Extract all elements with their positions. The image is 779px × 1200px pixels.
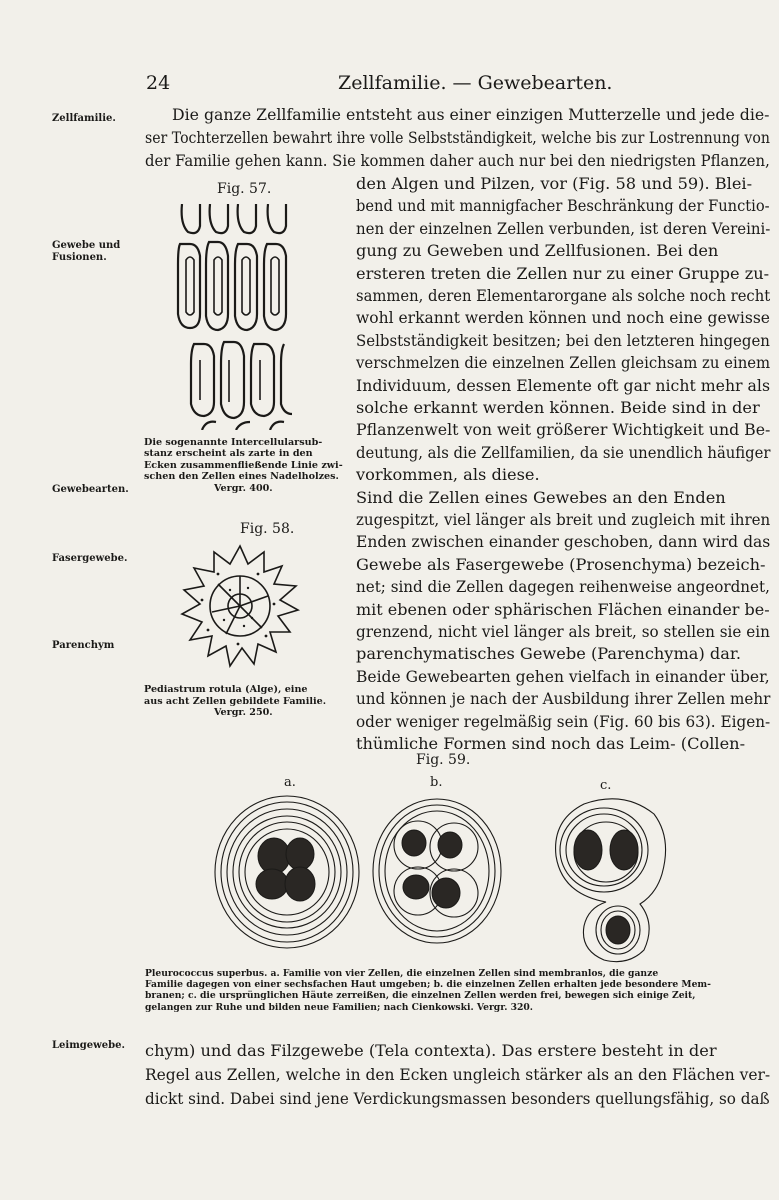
caption-line: aus acht Zellen gebildete Familie. [144,695,327,707]
body-line: den Algen und Pilzen, vor (Fig. 58 und 59). Blei- [356,174,753,193]
body-line: chym) und das Filzgewebe (Tela contexta). Das erstere besteht in der [145,1041,717,1060]
fig57-title: Fig. 57. [217,181,272,197]
body-line: Enden zwischen einander geschoben, dann wird das [356,532,771,552]
body-line: grenzend, nicht viel länger als breit, so stellen sie ein [356,622,770,641]
body-line: zugespitzt, viel länger als breit und zugleich mit ihren [356,510,771,529]
fig59a-cell-family-illustration [212,792,362,952]
caption-line: Pleurococcus superbus. a. Familie von vier Zellen, die einzelnen Zellen sind membranlos, die ganze [145,968,659,979]
caption-line: stanz erscheint als zarte in den [144,448,313,460]
body-line: Individuum, dessen Elemente oft gar nicht mehr als [356,375,771,395]
running-header [0,72,779,98]
margin-note-fusionen: Fusionen. [52,252,107,263]
body-line: Beide Gewebearten gehen vielfach in einander über, [356,666,770,686]
page-number: 24 [146,72,171,94]
body-line: Die ganze Zellfamilie entsteht aus einer einzigen Mutterzelle und jede die- [172,105,770,124]
caption-line: branen; c. die ursprünglichen Häute zerreißen, die einzelnen Zellen werden frei, bewegen sich einige Zeit, [145,990,696,1002]
caption-line: schen den Zellen eines Nadelholzes. [144,471,339,483]
body-line: thümliche Formen sind noch das Leim- (Collen- [356,734,746,753]
fig59-label-c: c. [600,778,612,793]
caption-line: Vergr. 250. [214,707,273,719]
body-line: ersteren treten die Zellen nur zu einer Gruppe zu- [356,263,770,283]
fig58-pediastrum-illustration [178,544,302,668]
margin-note-gewebearten: Gewebearten. [52,484,129,495]
body-line: dickt sind. Dabei sind jene Verdickungsmassen besonders quellungsfähig, so daß [145,1089,770,1108]
body-line: bend und mit mannigfacher Beschränkung der Functio- [356,196,770,216]
body-line: Selbstständigkeit besitzen; bei den letzteren hingegen [356,330,770,350]
body-line: Sind die Zellen eines Gewebes an den Enden [356,487,726,507]
fig59-label-b: b. [430,775,443,790]
margin-note-parenchym: Parenchym [52,640,115,651]
body-line: deutung, als die Zellfamilien, da sie unendlich häufiger [356,442,771,462]
body-line: Regel aus Zellen, welche in den Ecken ungleich stärker als an den Flächen ver- [145,1065,771,1084]
fig59b-cell-family-illustration [370,795,504,947]
body-line: solche erkannt werden können. Beide sind in der [356,398,760,417]
margin-note-fasergewebe: Fasergewebe. [52,553,128,564]
caption-line: Die sogenannte Intercellularsub- [144,437,323,448]
fig57-wood-cells-illustration [176,204,306,430]
fig58-title: Fig. 58. [240,521,295,537]
running-title: Zellfamilie. — Gewebearten. [338,72,613,94]
fig59-title: Fig. 59. [416,752,471,768]
body-line: net; sind die Zellen dagegen reihenweise angeordnet, [356,577,770,597]
margin-note-zellfamilie: Zellfamilie. [52,113,116,124]
body-line: nen der einzelnen Zellen verbunden, ist deren Vereini- [356,218,771,238]
body-line: sammen, deren Elementarorgane als solche noch recht [356,286,771,305]
body-line: und können je nach der Ausbildung ihrer Zellen mehr [356,689,771,709]
body-line: wohl erkannt werden können und noch eine gewisse [356,308,770,328]
caption-line: Familie dagegen von einer sechsfachen Haut umgeben; b. die einzelnen Zellen erhalten jede besondere Mem- [145,979,711,991]
body-line: Pflanzenwelt von weit größerer Wichtigkeit und Be- [356,420,771,440]
body-line: parenchymatisches Gewebe (Parenchyma) dar. [356,644,742,664]
body-line: ser Tochterzellen bewahrt ihre volle Selbstständigkeit, welche bis zur Lostrennung von [145,128,770,147]
body-line: vorkommen, als diese. [356,465,540,485]
margin-note-leimgewebe: Leimgewebe. [52,1040,125,1051]
margin-note-gewebe: Gewebe und [52,240,121,251]
body-line: verschmelzen die einzelnen Zellen gleichsam zu einem [356,353,771,373]
body-line: gung zu Geweben und Zellfusionen. Bei den [356,241,719,261]
body-line: Gewebe als Fasergewebe (Prosenchyma) bezeich- [356,554,766,574]
body-line: oder weniger regelmäßig sein (Fig. 60 bis 63). Eigen- [356,711,771,731]
caption-line: Vergr. 400. [214,482,273,494]
caption-line: Pediastrum rotula (Alge), eine [144,684,308,695]
fig59c-cell-family-illustration [544,794,674,966]
fig59-label-a: a. [284,775,296,790]
body-line: mit ebenen oder sphärischen Flächen einander be- [356,599,770,619]
body-line: der Familie gehen kann. Sie kommen daher auch nur bei den niedrigsten Pflanzen, [145,151,770,170]
caption-line: Ecken zusammenfließende Linie zwi- [144,459,343,471]
caption-line: gelangen zur Ruhe und bilden neue Familien; nach Cienkowski. Vergr. 320. [145,1001,534,1013]
